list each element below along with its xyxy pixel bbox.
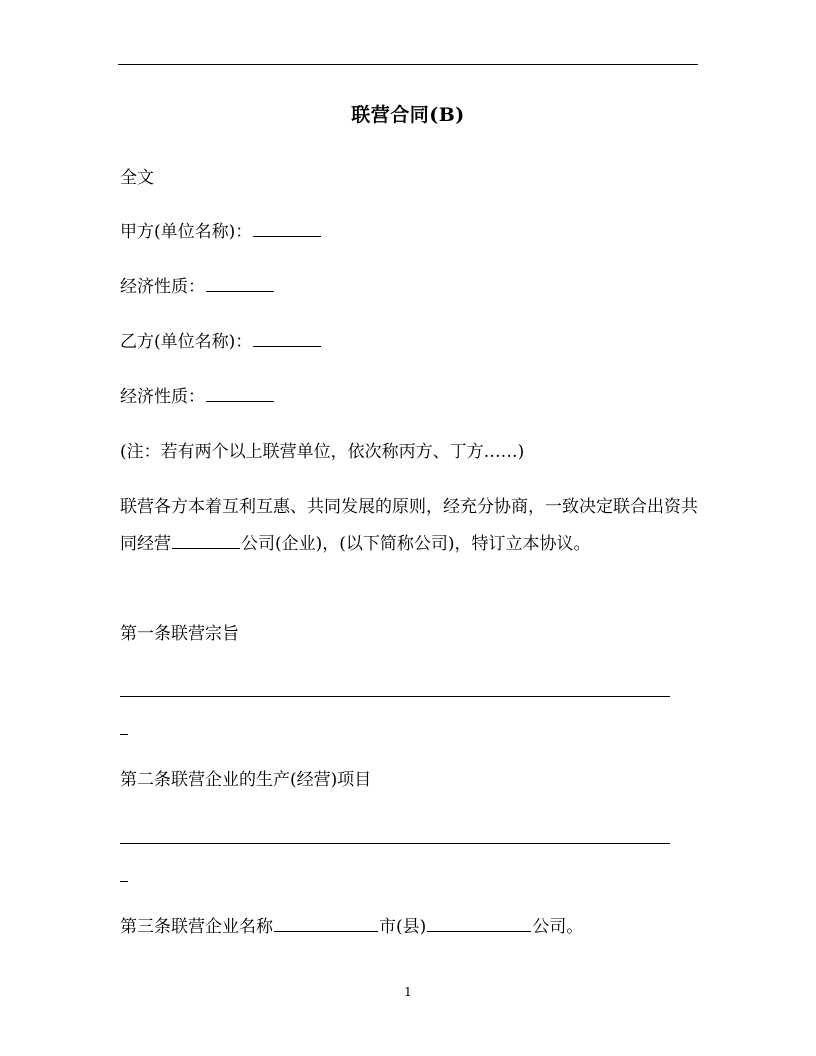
party-a-blank <box>253 236 321 237</box>
subtitle: 全文 <box>120 168 154 188</box>
party-a-nature-label: 经济性质： <box>120 277 205 297</box>
party-b-nature-line <box>120 379 700 416</box>
article3-text-3: 公司。 <box>532 917 584 937</box>
party-a-label: 甲方(单位名称)： <box>120 222 253 242</box>
article1-heading: 第一条联营宗旨 <box>120 624 239 644</box>
header-rule <box>118 64 698 65</box>
document-title: 联营合同(B) <box>351 104 465 126</box>
article1-fill-line-tail <box>120 734 128 735</box>
article2-heading: 第二条联营企业的生产(经营)项目 <box>120 770 372 790</box>
intro-paragraph <box>120 489 700 563</box>
intro-text-2: 公司(企业)，(以下简称公司)，特订立本协议。 <box>241 534 591 554</box>
party-a-line <box>120 214 700 251</box>
party-b-label: 乙方(单位名称)： <box>120 332 253 352</box>
party-b-nature-label: 经济性质： <box>120 387 205 407</box>
article3-text-2: 市(县) <box>379 917 427 937</box>
intro-text-1: 联营各方本着互利互惠、共同发展的原则，经充分协商，一致决定联合出资共同经营 <box>120 497 698 554</box>
article3-company-blank <box>427 931 531 932</box>
party-b-blank <box>253 346 321 347</box>
article2-fill-line-tail <box>120 881 128 882</box>
article3-city-blank <box>274 931 378 932</box>
intro-company-blank <box>172 548 240 549</box>
party-a-nature-line <box>120 269 700 306</box>
article3-text-1: 第三条联营企业名称 <box>120 917 273 937</box>
article3-line <box>120 909 700 946</box>
party-a-nature-blank <box>206 291 274 292</box>
note: (注：若有两个以上联营单位，依次称丙方、丁方……) <box>120 442 525 462</box>
party-b-nature-blank <box>206 401 274 402</box>
article1-fill-line <box>120 696 670 697</box>
article2-fill-line <box>120 843 670 844</box>
page-number: 1 <box>404 985 412 999</box>
party-b-line <box>120 324 700 361</box>
